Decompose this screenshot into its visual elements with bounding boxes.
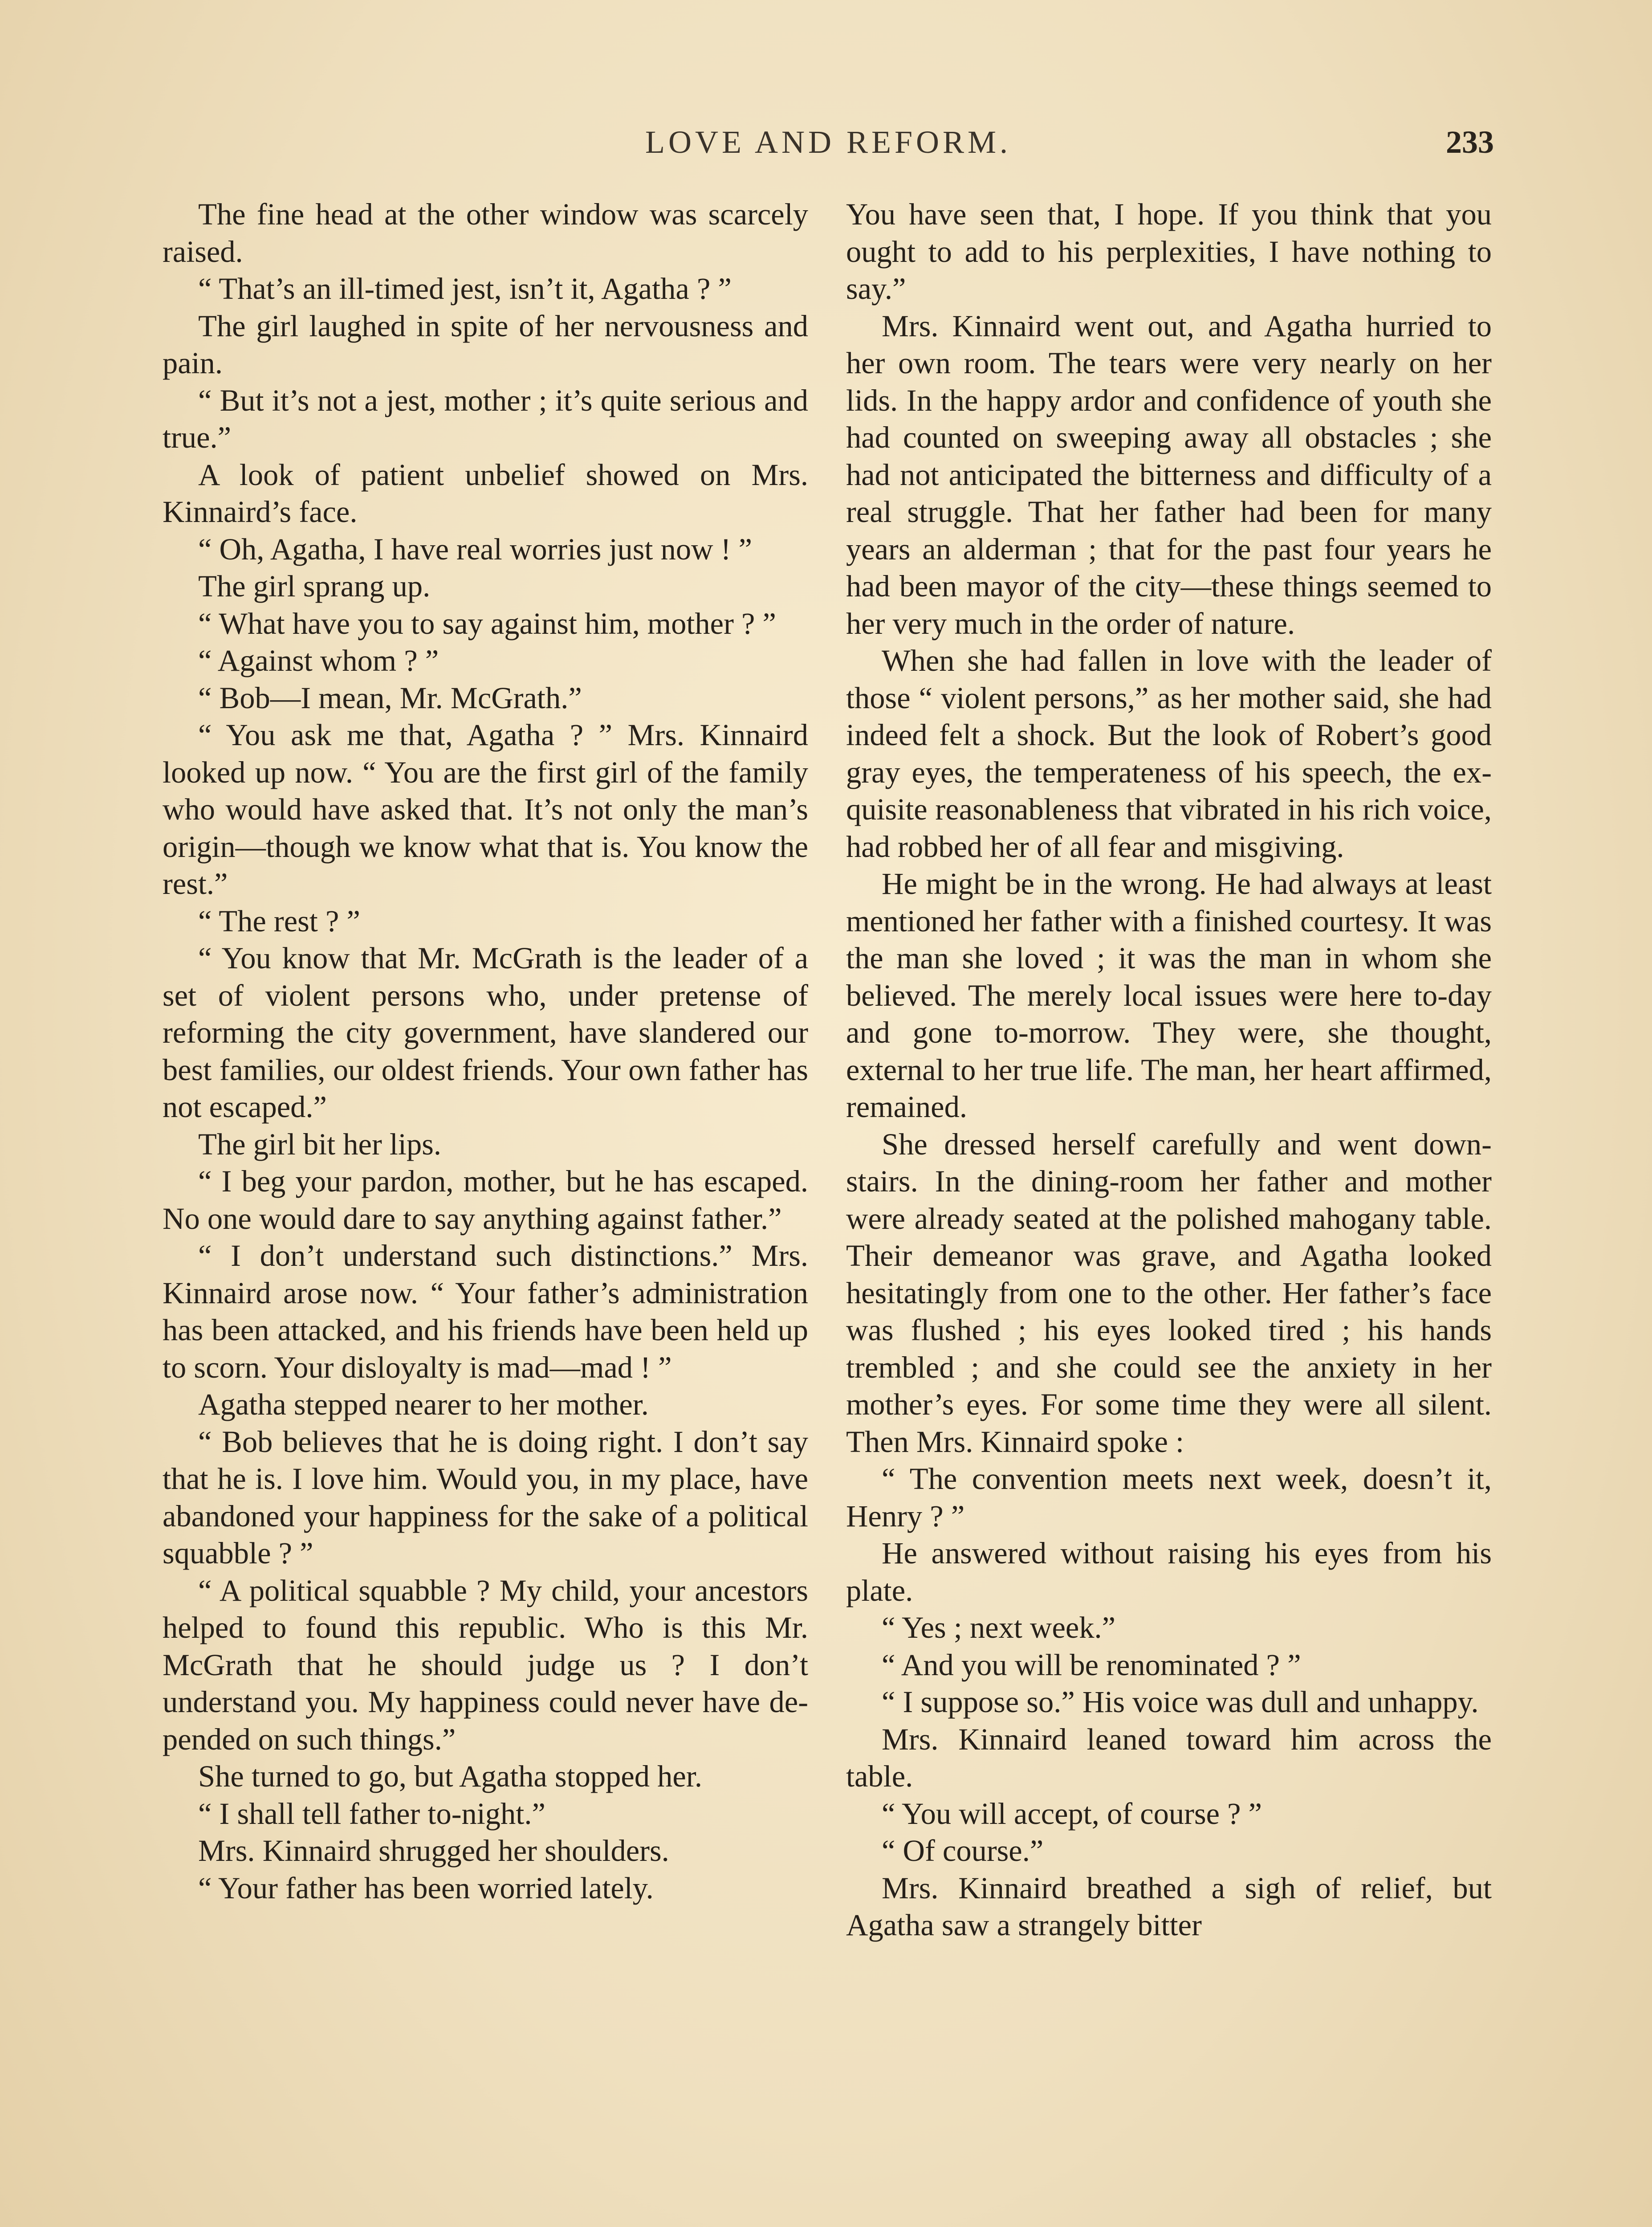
paragraph: Mrs. Kinnaird shrugged her shoulders. (198, 1834, 669, 1868)
paragraph: “ That’s an ill-timed jest, isn’t it, Agatha ? ” (198, 272, 732, 306)
paragraph: A look of patient unbelief showed on Mrs. Kinnaird’s face. (163, 457, 808, 529)
paragraph-continued: You have seen that, I hope. If you think that you ought to add to his perplexities, I have nothing to say.” (846, 197, 1492, 306)
page-header (163, 124, 1494, 173)
paragraph: “ The rest ? ” (198, 904, 360, 938)
paragraph: “ What have you to say against him, mother ? ” (198, 606, 776, 640)
paragraph: “ Of course.” (882, 1834, 1044, 1868)
paragraph: “ A political squabble ? My child, your ancestors helped to found this republic. Who is this Mr. McGrath that he should judge us ? I don’t understand you. My happiness could never have depended on such things.” (163, 1573, 808, 1756)
paragraph: “ But it’s not a jest, mother ; it’s quite serious and true.” (163, 383, 808, 454)
paragraph: “ I suppose so.” His voice was dull and unhappy. (882, 1685, 1479, 1719)
paragraph: Mrs. Kinnaird leaned toward him across the table. (846, 1722, 1492, 1793)
paragraph: “ You will accept, of course ? ” (882, 1796, 1262, 1831)
paragraph: “ The convention meets next week, doesn’t it, Henry ? ” (846, 1462, 1492, 1533)
paragraph: He might be in the wrong. He had always at least mentioned her father with a finished courtesy. It was the man she loved ; it was the man in whom she believed. The merely local issues were here to-day and gone to-morrow. They were, she thought, external to her true life. The man, her heart affirmed, remained. (846, 867, 1492, 1124)
running-title: LOVE AND REFORM. (645, 124, 1012, 160)
paragraph: The girl bit her lips. (198, 1127, 441, 1161)
paragraph: Mrs. Kinnaird breathed a sigh of relief, but Agatha saw a strangely bitter (846, 1871, 1492, 1942)
paragraph: He answered without raising his eyes from his plate. (846, 1536, 1492, 1607)
paragraph: “ You know that Mr. McGrath is the leader of a set of violent persons who, under pretense of reforming the city government, have slandered our best families, our oldest friends. Your own father has not escaped.” (163, 941, 808, 1124)
paragraph: “ Against whom ? ” (198, 644, 439, 677)
paragraph: She turned to go, but Agatha stopped her. (198, 1759, 702, 1793)
left-column (163, 196, 808, 2227)
paragraph: The girl sprang up. (198, 569, 431, 603)
paragraph: “ I don’t understand such distinctions.” Mrs. Kinnaird arose now. “ Your father’s administration has been attacked, and his friends have been held up to scorn. Your disloyalty is mad—mad ! ” (163, 1239, 808, 1384)
paragraph: “ Bob believes that he is doing right. I don’t say that he is. I love him. Would you, in my place, have abandoned your happiness for the sake of a political squabble ? ” (163, 1424, 808, 1570)
paragraph: When she had fallen in love with the leader of those “ violent persons,” as her mother said, she had indeed felt a shock. But the look of Robert’s good gray eyes, the temperateness of his speech, the exquisite reasonableness that vibrated in his rich voice, had robbed her of all fear and misgiving. (846, 644, 1492, 864)
paragraph: “ Your father has been worried lately. (198, 1871, 654, 1905)
paragraph: “ Oh, Agatha, I have real worries just now ! ” (198, 532, 753, 566)
right-column (846, 196, 1492, 2227)
paragraph: “ And you will be renominated ? ” (882, 1648, 1301, 1682)
paragraph: “ I beg your pardon, mother, but he has escaped. No one would dare to say anything against father.” (163, 1164, 808, 1236)
paragraph: The girl laughed in spite of her nervousness and pain. (163, 309, 808, 380)
paragraph: “ Bob—I mean, Mr. McGrath.” (198, 681, 582, 715)
paragraph: The fine head at the other window was scarcely raised. (163, 197, 808, 269)
paragraph: Mrs. Kinnaird went out, and Agatha hurried to her own room. The tears were very nearly on her lids. In the happy ardor and confidence of youth she had counted on sweeping away all obstacles ; she had not anticipated the bitterness and difficulty of a real struggle. That her father had been for many years an alderman ; that for the past four years he had been mayor of the city—these things seemed to her very much in the order of nature. (846, 309, 1492, 640)
paragraph: She dressed herself carefully and went down-stairs. In the dining-room her father and mother were already seated at the polished mahogany table. Their demeanor was grave, and Agatha looked hesitatingly from one to the other. Her father’s face was flushed ; his eyes looked tired ; his hands trembled ; and she could see the anxiety in her mother’s eyes. For some time they were all silent. Then Mrs. Kinnaird spoke : (846, 1127, 1492, 1459)
paragraph: “ Yes ; next week.” (882, 1611, 1116, 1644)
page-number: 233 (1446, 124, 1494, 160)
paragraph: Agatha stepped nearer to her mother. (198, 1387, 649, 1421)
paragraph: “ I shall tell father to-night.” (198, 1796, 545, 1831)
paragraph: “ You ask me that, Agatha ? ” Mrs. Kinnaird looked up now. “ You are the first girl of the family who would have asked that. It’s not only the man’s origin—though we know what that is. You know the rest.” (163, 718, 808, 901)
